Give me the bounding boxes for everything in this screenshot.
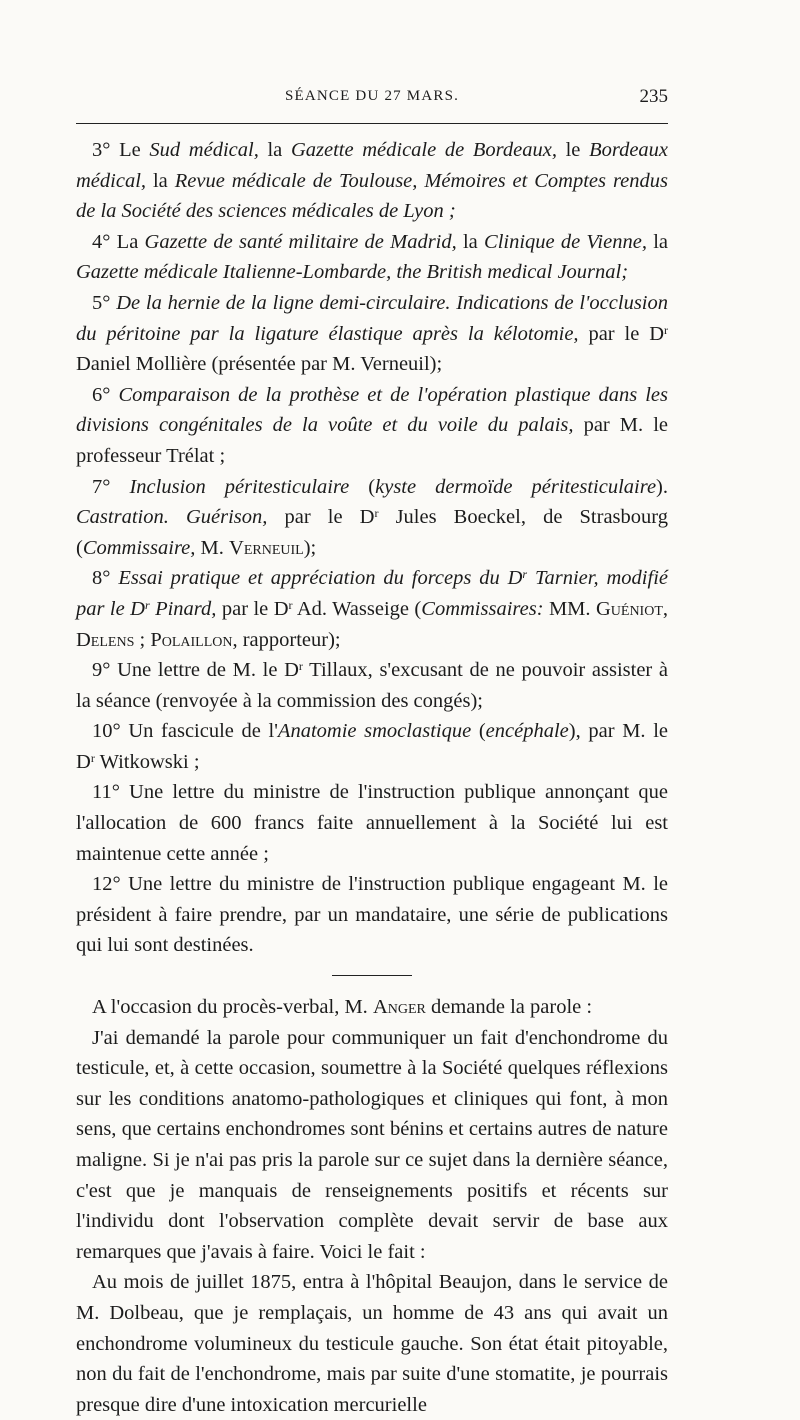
- text-run: Commissaires:: [421, 597, 544, 620]
- text-run: par le D: [267, 506, 375, 529]
- text-run: Tarnier, modifié par le D: [76, 567, 668, 620]
- text-run: De la hernie de la ligne demi-circulaire. Indications de l'occlusion du péritoine par la ligature élastique après la kélotomie,: [76, 291, 668, 345]
- text-run: r: [522, 567, 528, 582]
- text-run: Revue médicale de Toulouse, Mémoires et Comptes rendus de la Société des sciences médicales de Lyon ;: [76, 169, 669, 223]
- text-run: r: [90, 750, 95, 765]
- text-run: Commissaire,: [82, 536, 196, 559]
- text-run: Bordeaux médical,: [76, 139, 669, 192]
- text-run: Witkowski ;: [94, 750, 200, 773]
- text-run: Pinard,: [149, 597, 217, 620]
- text-run: la: [456, 230, 485, 253]
- text-run: Gazette de santé militaire de Madrid,: [144, 230, 457, 253]
- text-run: Verneuil: [229, 536, 304, 559]
- text-run: Tillaux, s'excusant de ne pouvoir assister à la séance (renvoyée à la commission des congés);: [76, 659, 668, 712]
- text-run: r: [374, 506, 379, 521]
- text-run: la: [258, 139, 291, 161]
- text-run: Ad. Wasseige (: [292, 597, 422, 620]
- list-item-10: [76, 716, 668, 777]
- body-text: [76, 135, 668, 1420]
- header-rule: [76, 123, 668, 124]
- text-run: r: [298, 659, 303, 674]
- text-run: (: [349, 475, 376, 498]
- text-run: 5°: [92, 291, 117, 314]
- text-run: Au mois de juillet 1875, entra à l'hôpital Beaujon, dans le service de M. Dolbeau, que je remplaçais, un homme de 43 ans qui avait un enchondrome volumineux du testicule gauche. Son état était pitoyable, non du fait de l'enchondrome, mais par suite d'une stomatite, je pourrais presque dire d'une intoxication mercurielle: [76, 1271, 668, 1416]
- text-run: Gazette médicale Italienne-Lombarde, the British medical Journal;: [76, 261, 629, 284]
- text-run: Gazette médicale de Bordeaux,: [290, 139, 557, 161]
- text-run: Anger: [372, 996, 426, 1019]
- text-run: r: [664, 322, 668, 337]
- text-run: Daniel Mollière (présentée par M. Verneuil);: [76, 353, 443, 376]
- text-run: Comparaison de la prothèse et de l'opération plastique dans les divisions congénitales de la voûte et du voile du palais,: [76, 383, 668, 437]
- text-run: ,: [662, 597, 669, 620]
- text-run: Inclusion péritesticulaire: [129, 475, 350, 498]
- text-run: 9° Une lettre de M. le D: [92, 659, 299, 682]
- list-item-3: [76, 135, 668, 227]
- text-run: la: [646, 230, 668, 253]
- paragraph-juillet: [76, 1267, 668, 1420]
- text-run: J'ai demandé la parole pour communiquer un fait d'enchondrome du testicule, et, à cette occasion, soumettre à la Société quelques réflexions sur les conditions anatomo-pathologiques et cliniques qui font, à mon sens, que certains enchondromes sont bénins et certains autres de nature maligne. Si je n'ai pas pris la parole sur ce sujet dans la dernière séance, c'est que je manquais de renseignements positifs et récents sur l'individu dont l'observation complète devait servir de base aux remarques que j'avais à faire. Voici le fait :: [76, 1026, 668, 1263]
- text-run: A l'occasion du procès-verbal, M.: [92, 996, 373, 1019]
- list-item-6: [76, 380, 668, 472]
- list-item-5: [76, 288, 668, 380]
- text-run: 12° Une lettre du ministre de l'instruction publique engageant M. le président à faire prendre, par un mandataire, une série de publications qui lui sont destinées.: [76, 873, 668, 957]
- paragraph-occasion: [76, 992, 668, 1023]
- text-run: Guéniot: [595, 597, 663, 620]
- text-run: ;: [134, 628, 151, 651]
- text-run: ), par M. le D: [76, 720, 668, 773]
- list-item-8: [76, 563, 668, 655]
- text-run: 6°: [92, 383, 119, 406]
- list-item-11: [76, 777, 668, 869]
- text-run: encéphale: [485, 720, 569, 743]
- running-title: SÉANCE DU 27 MARS.: [284, 88, 460, 104]
- text-run: demande la parole :: [425, 996, 593, 1019]
- text-run: r: [288, 597, 293, 612]
- list-item-4: [76, 227, 668, 288]
- text-run: Essai pratique et appréciation du forceps du D: [118, 567, 523, 590]
- text-run: Sud médical,: [149, 139, 259, 161]
- text-run: par le D: [216, 597, 289, 620]
- text-run: 11° Une lettre du ministre de l'instruction publique annonçant que l'allocation de 600 francs faite annuellement à la Société lui est maintenue cette année ;: [76, 781, 668, 865]
- text-run: 10° Un fascicule de l': [92, 720, 278, 743]
- text-run: Castration. Guérison,: [76, 506, 268, 529]
- list-item-9: [76, 655, 668, 716]
- text-run: Anatomie smoclastique: [277, 720, 472, 743]
- text-run: 7°: [92, 475, 130, 498]
- text-run: ).: [656, 475, 668, 498]
- text-run: , rapporteur);: [232, 628, 341, 651]
- text-run: Delens: [76, 628, 135, 651]
- text-run: 8°: [92, 567, 119, 590]
- text-run: r: [144, 597, 150, 612]
- text-run: );: [303, 536, 317, 559]
- text-run: (: [471, 720, 486, 743]
- text-run: 3° Le: [92, 139, 150, 161]
- text-run: Polaillon: [150, 628, 233, 651]
- list-item-12: [76, 869, 668, 961]
- text-run: 4° La: [92, 230, 145, 253]
- text-run: par le D: [578, 322, 664, 345]
- running-header: [76, 84, 668, 114]
- text-run: Clinique de Vienne,: [484, 230, 647, 253]
- text-run: MM.: [543, 597, 596, 620]
- text-run: par M. le professeur Trélat ;: [76, 414, 668, 467]
- text-run: Jules Boeckel, de Strasbourg (: [76, 506, 668, 559]
- text-run: le: [556, 139, 590, 161]
- list-item-7: [76, 472, 668, 564]
- page-number: 235: [639, 86, 668, 107]
- section-divider: [332, 975, 412, 976]
- text-run: M.: [195, 536, 230, 559]
- text-run: kyste dermoïde péritesticulaire: [375, 475, 657, 498]
- text-run: la: [146, 169, 175, 192]
- paragraph-demande: [76, 1023, 668, 1268]
